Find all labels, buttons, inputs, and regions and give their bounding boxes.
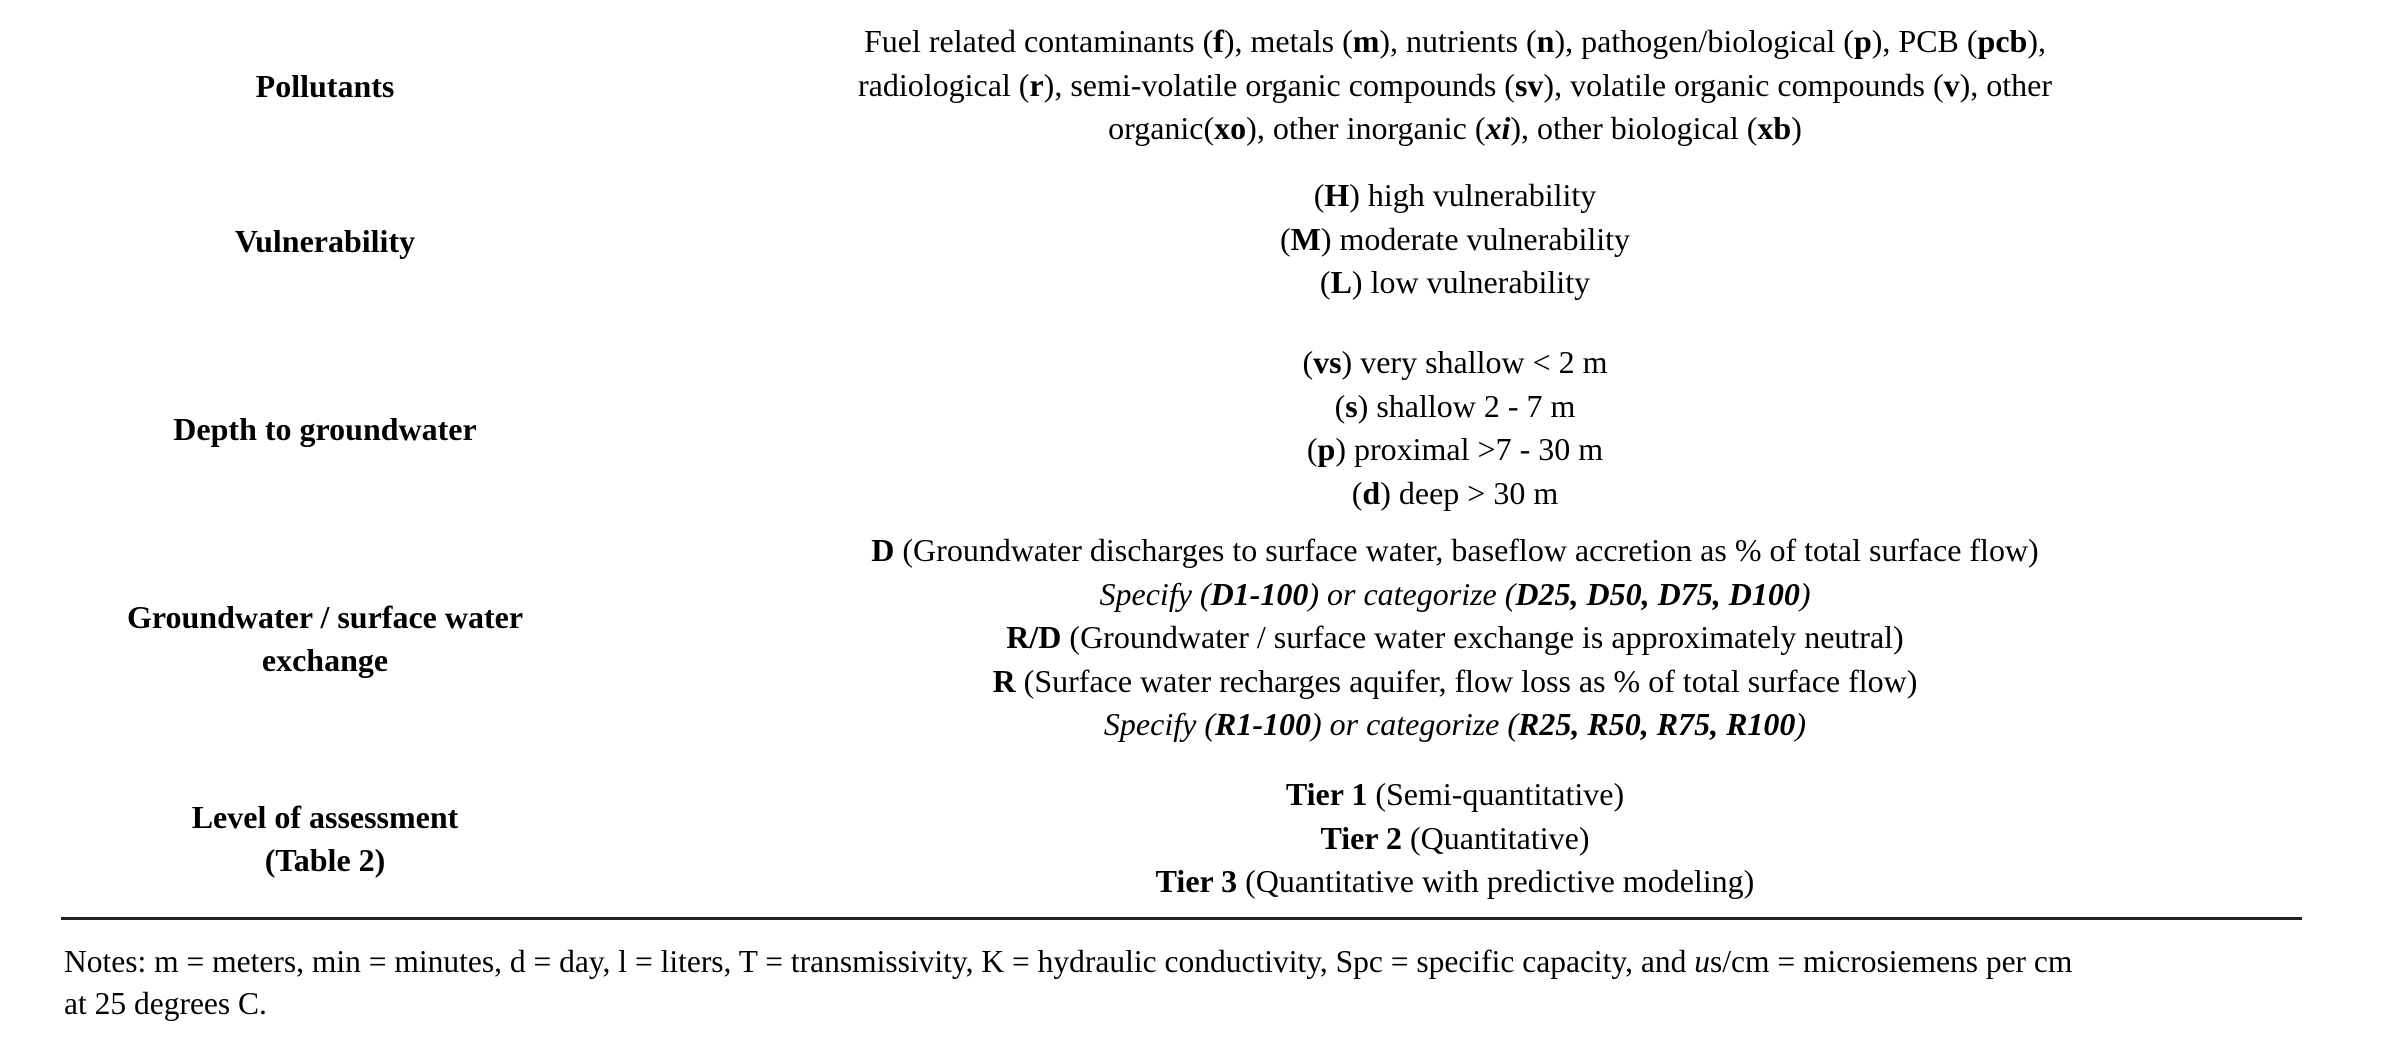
notes-line xyxy=(64,941,2314,983)
text-run: (Semi-quantitative) xyxy=(1367,776,1625,812)
row-label-line: Depth to groundwater xyxy=(173,411,477,447)
row-label xyxy=(125,596,525,682)
text-run: D1-100 xyxy=(1210,575,1309,612)
text-run: s/cm = microsiemens per cm xyxy=(1709,944,2073,979)
value-line xyxy=(700,703,2210,747)
text-run: D25, D50, D75, D100 xyxy=(1515,575,1800,612)
text-run: M xyxy=(1290,220,1321,257)
text-run: ) moderate vulnerability xyxy=(1320,220,1631,257)
text-run: ( xyxy=(1319,264,1331,300)
value-line xyxy=(700,817,2210,861)
text-run: ) proximal >7 - 30 m xyxy=(1335,431,1604,467)
text-run: ( xyxy=(1334,387,1346,424)
value-line xyxy=(700,341,2210,385)
value-line xyxy=(700,174,2210,218)
text-run: f xyxy=(1213,23,1224,59)
row-label xyxy=(125,796,525,882)
row-label xyxy=(125,408,525,451)
text-run: ) very shallow < 2 m xyxy=(1341,344,1608,380)
text-run: R xyxy=(992,662,1016,699)
text-run: ) shallow 2 - 7 m xyxy=(1357,387,1576,424)
text-run: (Surface water recharges aquifer, flow loss as % of total surface flow) xyxy=(1015,662,1918,699)
row-label-line: (Table 2) xyxy=(264,842,386,878)
row-values xyxy=(700,773,2210,904)
text-run: (Groundwater discharges to surface water, baseflow accretion as % of total surface flow) xyxy=(894,532,2039,568)
text-run: ) high vulnerability xyxy=(1349,177,1597,213)
text-run: Specify ( xyxy=(1103,706,1215,742)
table-bottom-rule xyxy=(61,917,2302,920)
text-run: ( xyxy=(1313,177,1325,213)
text-run: u xyxy=(1694,944,1710,979)
text-run: ), other xyxy=(1959,66,2053,103)
text-run: radiological ( xyxy=(857,66,1030,103)
text-run: n xyxy=(1536,23,1555,59)
text-run: L xyxy=(1330,264,1352,300)
text-run: at 25 degrees C. xyxy=(64,986,267,1021)
row-label-line: Groundwater / surface water xyxy=(126,599,524,635)
value-line xyxy=(700,616,2210,660)
text-run: ( xyxy=(1306,431,1318,467)
text-run: ), volatile organic compounds ( xyxy=(1543,66,1944,103)
text-run: Tier 1 xyxy=(1285,776,1368,812)
row-values xyxy=(700,341,2210,515)
text-run: d xyxy=(1362,474,1381,511)
notes-line xyxy=(64,983,2314,1025)
text-run: ), nutrients ( xyxy=(1379,23,1537,59)
text-run: ) xyxy=(1791,110,1802,146)
row-label-line: Level of assessment xyxy=(191,799,459,835)
text-run: pcb xyxy=(1977,23,2028,59)
table-notes xyxy=(64,941,2314,1025)
value-line xyxy=(700,773,2210,817)
text-run: H xyxy=(1324,177,1350,213)
text-run: ), other biological ( xyxy=(1510,110,1758,146)
text-run: m xyxy=(1352,23,1380,59)
text-run: ), other inorganic ( xyxy=(1246,110,1486,146)
text-run: (Quantitative) xyxy=(1402,819,1590,856)
text-run: p xyxy=(1317,431,1336,467)
text-run: sv xyxy=(1514,66,1544,103)
row-values xyxy=(700,529,2210,747)
row-label-line: Pollutants xyxy=(255,68,395,104)
text-run: ( xyxy=(1351,474,1363,511)
value-line xyxy=(700,860,2210,904)
text-run: ) xyxy=(1795,706,1807,742)
text-run: ) low vulnerability xyxy=(1351,264,1591,300)
text-run: (Groundwater / surface water exchange is approximately neutral) xyxy=(1061,619,1904,655)
text-run: ) or categorize ( xyxy=(1310,706,1519,742)
text-run: R/D xyxy=(1006,619,1062,655)
text-run: R1-100 xyxy=(1214,706,1311,742)
value-line xyxy=(700,573,2210,617)
text-run: xo xyxy=(1214,110,1247,146)
text-run: v xyxy=(1943,66,1960,103)
value-line xyxy=(700,660,2210,704)
text-run: ( xyxy=(1279,220,1291,257)
text-run: ), metals ( xyxy=(1223,23,1353,59)
text-run: (Quantitative with predictive modeling) xyxy=(1237,863,1755,899)
row-label-line: Vulnerability xyxy=(234,223,416,259)
value-line xyxy=(700,261,2210,305)
text-run: ), xyxy=(2027,23,2046,59)
value-line xyxy=(700,20,2210,64)
text-run: ) xyxy=(1799,575,1811,612)
text-run: organic( xyxy=(1108,110,1215,146)
text-run: ), pathogen/biological ( xyxy=(1554,23,1854,59)
row-label-line: exchange xyxy=(261,642,389,678)
text-run: vs xyxy=(1313,344,1342,380)
text-run: ) or categorize ( xyxy=(1308,575,1516,612)
value-line xyxy=(700,428,2210,472)
value-line xyxy=(700,64,2210,108)
text-run: Tier 2 xyxy=(1320,819,1402,856)
text-run: Notes: m = meters, min = minutes, d = day, l = liters, T = transmissivity, K = hydraulic conductivity, Spc = specific capacity, and xyxy=(64,944,1695,979)
text-run: p xyxy=(1853,23,1872,59)
value-line xyxy=(700,107,2210,151)
text-run: Tier 3 xyxy=(1155,863,1238,899)
text-run: Fuel related contaminants ( xyxy=(864,23,1214,59)
text-run: ) deep > 30 m xyxy=(1380,474,1559,511)
value-line xyxy=(700,472,2210,516)
text-run: r xyxy=(1029,66,1044,103)
text-run: s xyxy=(1345,387,1358,424)
row-values xyxy=(700,20,2210,151)
row-values xyxy=(700,174,2210,305)
text-run: xb xyxy=(1757,110,1792,146)
text-run: xi xyxy=(1485,110,1511,146)
text-run: ), PCB ( xyxy=(1871,23,1978,59)
text-run: R25, R50, R75, R100 xyxy=(1518,706,1796,742)
text-run: D xyxy=(871,532,895,568)
row-label xyxy=(125,65,525,108)
row-label xyxy=(125,220,525,263)
text-run: Specify ( xyxy=(1099,575,1211,612)
text-run: ), semi-volatile organic compounds ( xyxy=(1043,66,1515,103)
value-line xyxy=(700,529,2210,573)
text-run: ( xyxy=(1302,344,1314,380)
value-line xyxy=(700,385,2210,429)
value-line xyxy=(700,218,2210,262)
